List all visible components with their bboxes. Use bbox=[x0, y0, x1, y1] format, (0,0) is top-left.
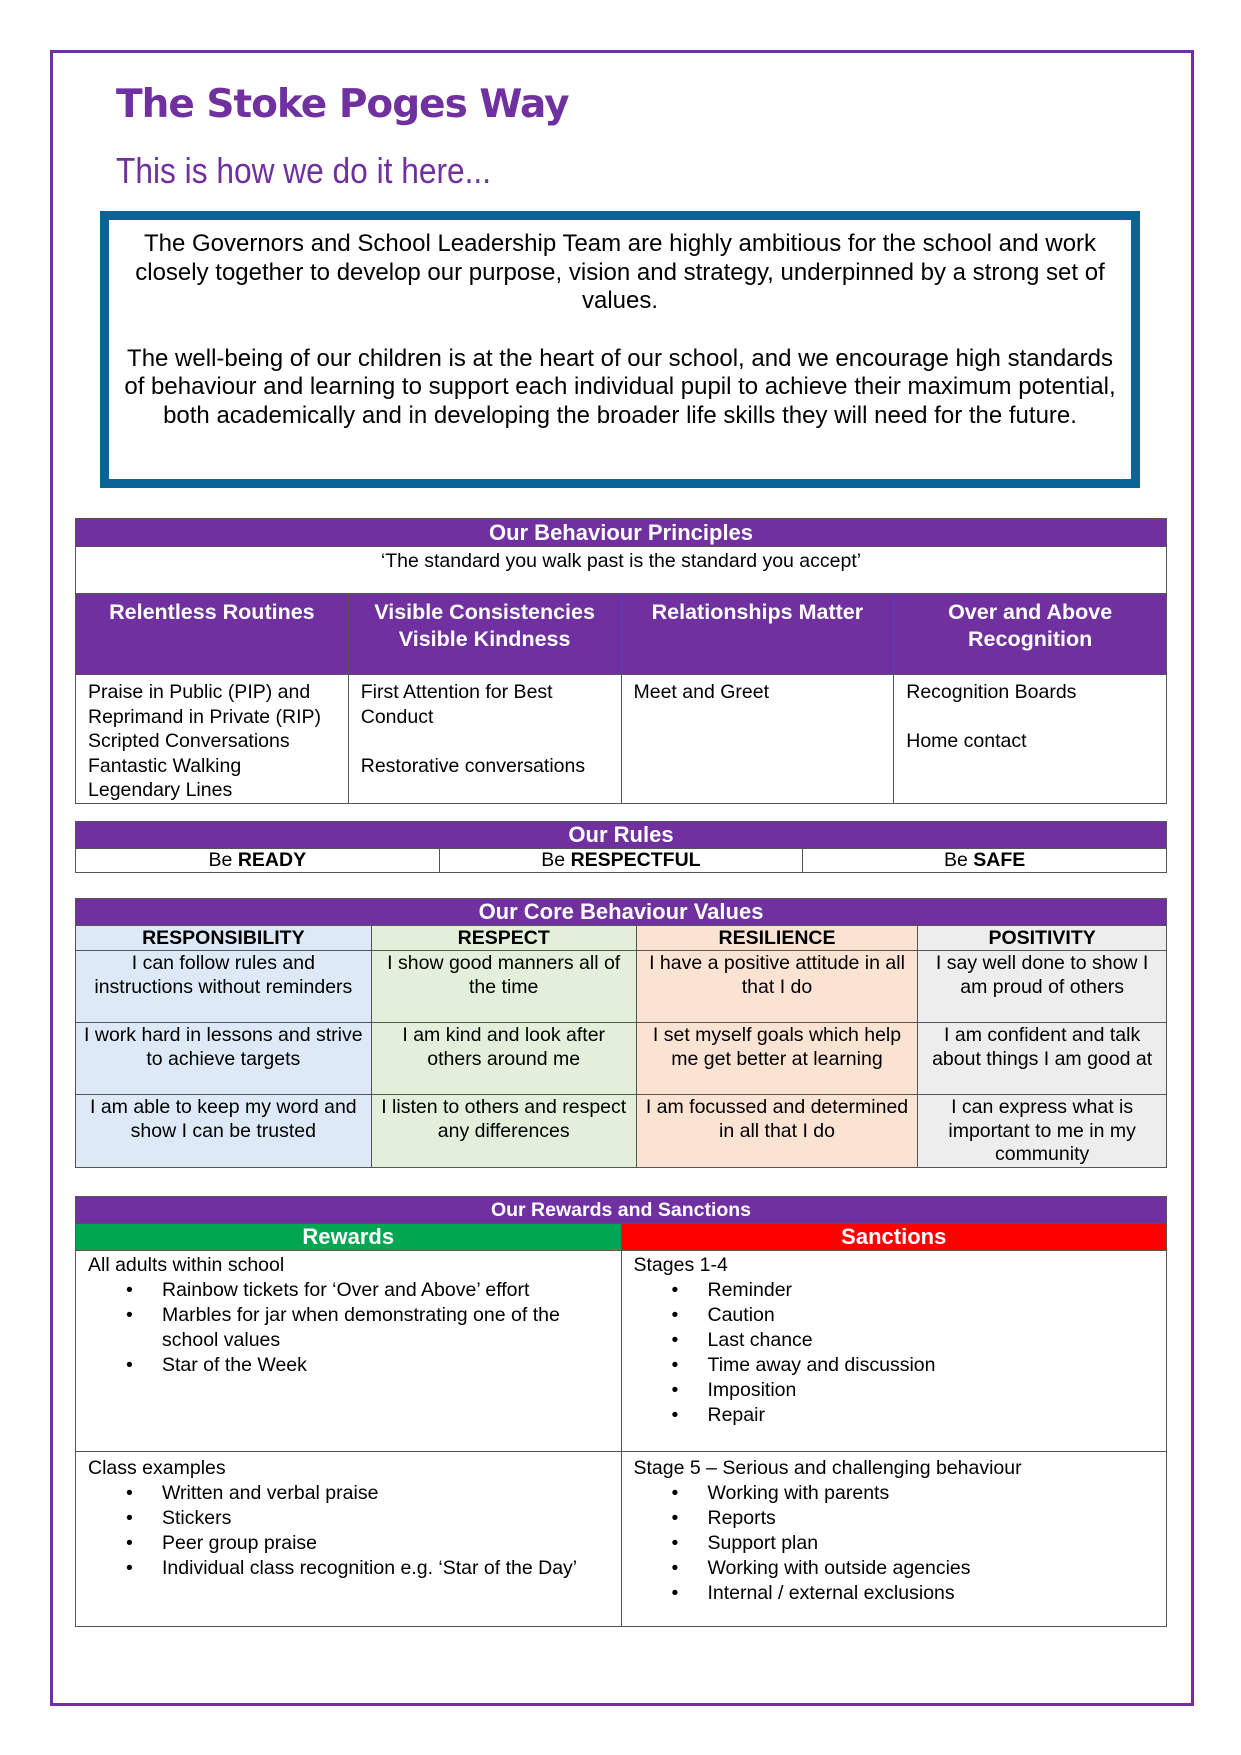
list-item: • Peer group praise bbox=[126, 1531, 611, 1556]
principle-item: Meet and Greet bbox=[633, 681, 769, 703]
principle-header-2: Visible Consistencies Visible Kindness bbox=[348, 594, 621, 675]
intro-paragraph-2: The well-being of our children is at the heart of our school, and we encourage high standards of behaviour and learning to support each individual pupil to achieve their maximum potential, both academically and in developing the broader life skills they will need for the future. bbox=[124, 344, 1116, 429]
value-cell: I am focussed and determined in all that I do bbox=[636, 1095, 917, 1168]
behaviour-principles-table bbox=[75, 518, 1167, 804]
intro-paragraph-1: The Governors and School Leadership Team are highly ambitious for the school and work closely together to develop our purpose, vision and strategy, underpinned by a strong set of values. bbox=[135, 230, 1105, 314]
value-cell: I am kind and look after others around me bbox=[371, 1023, 636, 1095]
list-item: • Working with outside agencies bbox=[672, 1556, 1157, 1581]
principle-item: Legendary Lines bbox=[88, 779, 233, 801]
principles-heading: Our Behaviour Principles bbox=[76, 519, 1167, 547]
principle-header-4: Over and Above Recognition bbox=[894, 594, 1167, 675]
list-item: • Star of the Week bbox=[126, 1353, 611, 1378]
value-cell: I set myself goals which help me get better at learning bbox=[636, 1023, 917, 1095]
principle-header-1: Relentless Routines bbox=[76, 594, 349, 675]
list-item: • Internal / external exclusions bbox=[672, 1581, 1157, 1606]
sanctions-label: Sanctions bbox=[621, 1224, 1167, 1251]
value-cell: I listen to others and respect any differences bbox=[371, 1095, 636, 1168]
value-cell: I can express what is important to me in my community bbox=[918, 1095, 1167, 1168]
rewards-block-1 bbox=[76, 1251, 622, 1452]
list-item: • Support plan bbox=[672, 1531, 1157, 1556]
principle-body-4 bbox=[894, 675, 1167, 804]
block-lead: Stages 1-4 bbox=[633, 1254, 728, 1276]
rule-ready: Be READY bbox=[76, 849, 440, 873]
rules-table bbox=[75, 821, 1167, 873]
bullet-list bbox=[672, 1278, 1157, 1428]
intro-box bbox=[100, 211, 1140, 488]
rule-respectful: Be RESPECTFUL bbox=[439, 849, 803, 873]
value-cell: I am able to keep my word and show I can be trusted bbox=[76, 1095, 372, 1168]
principle-item: Scripted Conversations bbox=[88, 730, 290, 752]
core-values-table bbox=[75, 898, 1167, 1168]
value-cell: I have a positive attitude in all that I do bbox=[636, 951, 917, 1023]
principle-body-3 bbox=[621, 675, 894, 804]
block-lead: All adults within school bbox=[88, 1254, 285, 1276]
principle-item bbox=[361, 729, 611, 754]
rewards-block-2 bbox=[76, 1452, 622, 1627]
principle-item: Fantastic Walking bbox=[88, 754, 242, 777]
block-lead: Stage 5 – Serious and challenging behaviour bbox=[633, 1457, 1022, 1479]
page-subtitle: This is how we do it here... bbox=[116, 150, 492, 191]
principles-quote: ‘The standard you walk past is the standard you accept’ bbox=[76, 547, 1167, 594]
principle-body-1 bbox=[76, 675, 349, 804]
value-header-responsibility: RESPONSIBILITY bbox=[76, 926, 372, 951]
list-item: • Reminder bbox=[672, 1278, 1157, 1303]
value-header-respect: RESPECT bbox=[371, 926, 636, 951]
principle-item: Restorative conversations bbox=[360, 754, 586, 777]
list-item: • Reports bbox=[672, 1506, 1157, 1531]
block-lead: Class examples bbox=[88, 1457, 226, 1479]
list-item: • Imposition bbox=[672, 1378, 1157, 1403]
list-item: • Individual class recognition e.g. ‘Star of the Day’ bbox=[126, 1556, 611, 1581]
principle-header-3: Relationships Matter bbox=[621, 594, 894, 675]
list-item: • Last chance bbox=[672, 1328, 1157, 1353]
value-cell: I show good manners all of the time bbox=[371, 951, 636, 1023]
principle-item bbox=[906, 705, 1156, 730]
values-heading: Our Core Behaviour Values bbox=[76, 899, 1167, 926]
value-cell: I can follow rules and instructions without reminders bbox=[76, 951, 372, 1023]
list-item: • Rainbow tickets for ‘Over and Above’ effort bbox=[126, 1278, 611, 1303]
page-title: The Stoke Poges Way bbox=[116, 82, 569, 127]
principle-body-2 bbox=[348, 675, 621, 804]
sanctions-block-1 bbox=[621, 1251, 1167, 1452]
bullet-list bbox=[126, 1481, 611, 1581]
rule-safe: Be SAFE bbox=[803, 849, 1167, 873]
value-header-positivity: POSITIVITY bbox=[918, 926, 1167, 951]
principle-item: Home contact bbox=[906, 730, 1027, 752]
list-item: • Time away and discussion bbox=[672, 1353, 1157, 1378]
value-cell: I work hard in lessons and strive to achieve targets bbox=[76, 1023, 372, 1095]
list-item: • Working with parents bbox=[672, 1481, 1157, 1506]
rewards-sanctions-table bbox=[75, 1196, 1167, 1627]
principle-item: Praise in Public (PIP) and Reprimand in Private (RIP) bbox=[88, 681, 321, 728]
list-item: • Stickers bbox=[126, 1506, 611, 1531]
rules-heading: Our Rules bbox=[76, 822, 1167, 849]
list-item: • Written and verbal praise bbox=[126, 1481, 611, 1506]
bullet-list bbox=[126, 1278, 611, 1378]
list-item: • Caution bbox=[672, 1303, 1157, 1328]
principle-item: Recognition Boards bbox=[906, 681, 1077, 703]
bullet-list bbox=[672, 1481, 1157, 1606]
rewards-heading: Our Rewards and Sanctions bbox=[76, 1197, 1167, 1224]
value-cell: I say well done to show I am proud of others bbox=[918, 951, 1167, 1023]
list-item: • Repair bbox=[672, 1403, 1157, 1428]
principle-item: First Attention for Best Conduct bbox=[360, 681, 553, 728]
rewards-label: Rewards bbox=[76, 1224, 622, 1251]
list-item: • Marbles for jar when demonstrating one of the school values bbox=[126, 1303, 611, 1353]
sanctions-block-2 bbox=[621, 1452, 1167, 1627]
value-cell: I am confident and talk about things I am good at bbox=[918, 1023, 1167, 1095]
value-header-resilience: RESILIENCE bbox=[636, 926, 917, 951]
